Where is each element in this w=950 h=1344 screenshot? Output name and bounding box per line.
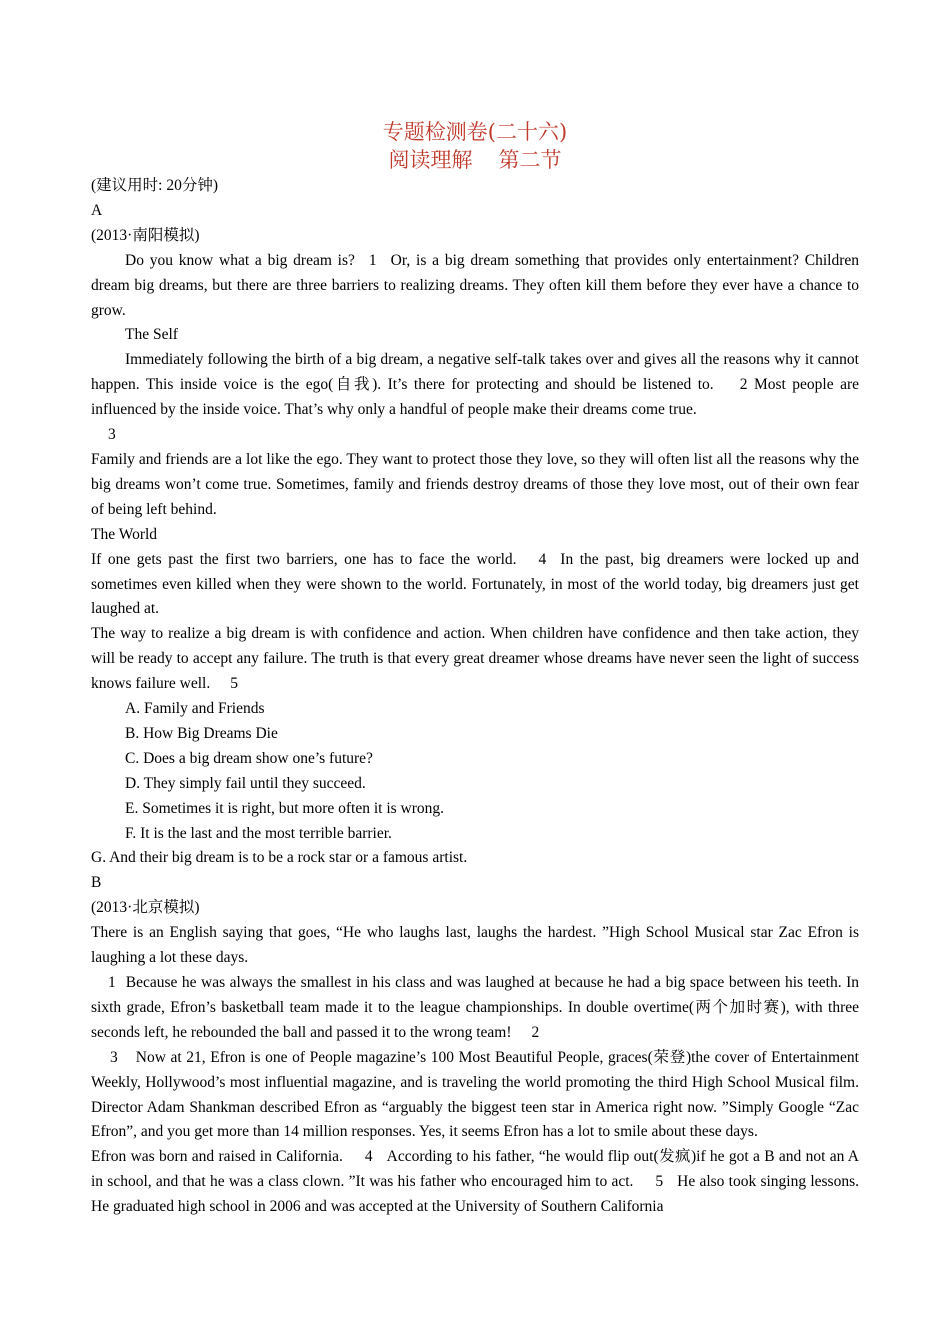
blank-number: 3 <box>110 1048 118 1066</box>
heading-the-world: The World <box>91 525 158 543</box>
blank-number: 4 <box>538 550 547 568</box>
passage-a-paragraph-4 <box>91 548 859 623</box>
text: Now at 21, Efron is one of People magazine’s 100 Most Beautiful People, graces(荣登)the cover of Entertainment Weekly, Hollywood’s most influential magazine, and is traveling the world promoting the third High School Musical film. Director Adam Shankman described Efron as “arguably the biggest teen star in America right now. ”Simply Google “Zac Efron”, and you get more than 14 million responses. Yes, it seems Efron has a lot to smile about these days. <box>91 1048 859 1141</box>
section-a-label: A <box>91 201 103 219</box>
passage-a-paragraph-1 <box>91 249 859 324</box>
section-b-source: (2013·北京模拟) <box>91 899 200 917</box>
passage-b-paragraph-4 <box>91 1145 859 1220</box>
text: If one gets past the first two barriers, one has to face the world. <box>91 550 517 568</box>
blank-number: 2 <box>531 1023 540 1041</box>
text: According to his father, “he would flip out(发疯)if he got a B and not an A in school, and that he was a class clown. ”It was his father who encouraged him to act. <box>91 1148 859 1191</box>
blank-number: 5 <box>230 675 238 693</box>
blank-number-line: 3 <box>108 426 116 444</box>
document-title <box>91 118 859 174</box>
blank-number: 4 <box>364 1148 373 1166</box>
option-c: C. Does a big dream show one’s future? <box>125 749 373 767</box>
option-e: E. Sometimes it is right, but more often it is wrong. <box>125 799 445 817</box>
title-line-2 <box>91 146 859 174</box>
option-g: G. And their big dream is to be a rock star or a famous artist. <box>91 849 468 867</box>
heading-the-self: The Self <box>125 326 178 344</box>
blank-number: 5 <box>655 1173 664 1191</box>
text: Or, is a big dream something that provides only entertainment? Children dream big dreams, but there are three barriers to realizing dreams. They often kill them before they ever have a chance to grow. <box>91 251 859 319</box>
text: The way to realize a big dream is with confidence and action. When children have confidence and then take action, they will be ready to accept any failure. The truth is that every great dreamer whose dreams have never seen the light of success knows failure well. <box>91 625 859 693</box>
option-f: F. It is the last and the most terrible barrier. <box>125 824 392 842</box>
section-b-label: B <box>91 874 102 892</box>
text: In the past, big dreamers were locked up and sometimes even killed when they were shown to the world. Fortunately, in most of the world today, big dreamers just get laughed at. <box>91 550 860 618</box>
blank-number: 1 <box>368 251 377 269</box>
section-a-source: (2013·南阳模拟) <box>91 226 200 244</box>
title-line-1: 专题检测卷(二十六) <box>382 120 568 144</box>
document-page <box>91 118 859 1220</box>
passage-b-paragraph-1: There is an English saying that goes, “He who laughs last, laughs the hardest. ”High School Musical star Zac Efron is laughing a lot these days. <box>91 924 859 967</box>
option-a: A. Family and Friends <box>125 700 265 718</box>
text: He also took singing lessons. He graduated high school in 2006 and was accepted at the University of Southern California <box>91 1173 859 1216</box>
blank-number: 2 <box>739 376 748 394</box>
option-b: B. How Big Dreams Die <box>125 724 278 742</box>
title-part-a: 阅读理解 <box>388 148 473 172</box>
title-part-b: 第二节 <box>498 148 562 172</box>
option-d: D. They simply fail until they succeed. <box>125 774 366 792</box>
passage-a-paragraph-3: Family and friends are a lot like the ego. They want to protect those they love, so they will often list all the reasons why the big dreams won’t come true. Sometimes, family and friends destroy dreams of those they love most, out of their own fear of being left behind. <box>91 450 859 518</box>
blank-number: 1 <box>108 974 116 991</box>
text: Most people are influenced by the inside voice. That’s why only a handful of people make their dreams come true. <box>91 376 860 419</box>
passage-a-paragraph-5 <box>91 622 859 697</box>
time-hint: (建议用时: 20分钟) <box>91 177 219 194</box>
passage-a-paragraph-2 <box>91 348 859 423</box>
passage-b-paragraph-2 <box>91 971 859 1046</box>
text: Do you know what a big dream is? <box>125 251 355 269</box>
text: Because he was always the smallest in his class and was laughed at because he had a big space between his teeth. In sixth grade, Efron’s basketball team made it to the league championships. In double overtime(两个加时赛), with three seconds left, he rebounded the ball and passed it to the wrong team! <box>91 974 859 1041</box>
text: Efron was born and raised in California. <box>91 1148 343 1166</box>
text: Immediately following the birth of a big dream, a negative self-talk takes over and gives all the reasons why it cannot happen. This inside voice is the ego(自我). It’s there for protecting and should be listened to. <box>91 351 859 394</box>
passage-b-paragraph-3 <box>91 1046 859 1146</box>
